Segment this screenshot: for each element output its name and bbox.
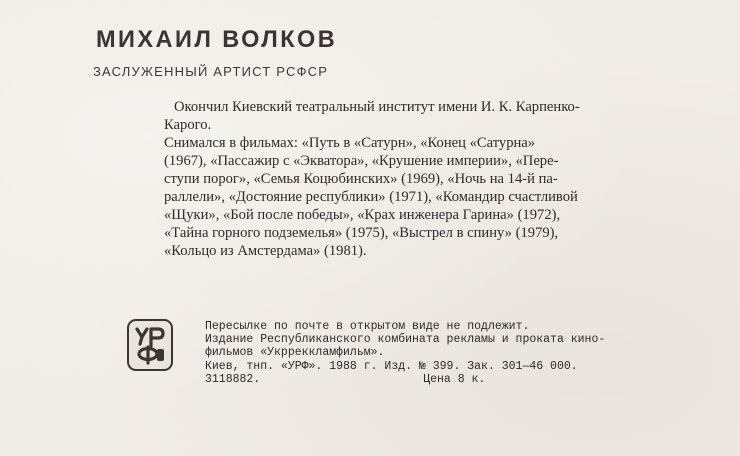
urf-logo-glyph [129, 321, 171, 369]
biography [164, 98, 684, 260]
bio-line: «Кольцо из Амстердама» (1981). [164, 243, 367, 259]
imprint-line: фильмов «Укрреккламфильм». [205, 346, 385, 360]
bio-line: Карого. [164, 117, 212, 133]
imprint-line: Киев, тнп. «УРФ». 1988 г. Изд. № 399. Зак. 301—46 000. [205, 359, 578, 373]
actor-honorary-title: ЗАСЛУЖЕННЫЙ АРТИСТ РСФСР [93, 64, 329, 79]
bio-line: Снимался в фильмах: «Путь в «Сатурн», «Конец «Сатурна» [164, 135, 536, 151]
publisher-imprint [205, 320, 705, 386]
imprint-code: 3118882. [205, 372, 261, 386]
bio-line: Окончил Киевский театральный институт имени И. К. Карпенко- [174, 99, 580, 115]
actor-name: МИХАИЛ ВОЛКОВ [96, 26, 338, 53]
bio-line: раллели», «Достояние республики» (1971), «Командир счастливой [164, 189, 578, 205]
bio-line: (1967), «Пассажир с «Экватора», «Крушение империи», «Пере- [164, 153, 559, 169]
bio-line: «Тайна горного подземелья» (1975), «Выстрел в спину» (1979), [164, 225, 559, 241]
imprint-line-code [205, 373, 705, 386]
price: Цена 8 к. [423, 372, 486, 386]
imprint-line: Издание Республиканского комбината рекламы и проката кино- [205, 333, 606, 347]
bio-line: ступи порог», «Семья Коцюбинских» (1969), «Ночь на 14-й па- [164, 171, 558, 187]
imprint-line: Пересылке по почте в открытом виде не подлежит. [205, 320, 530, 333]
urf-monogram-logo [127, 319, 173, 371]
bio-line: «Щуки», «Бой после победы», «Крах инженера Гарина» (1972), [164, 207, 561, 223]
